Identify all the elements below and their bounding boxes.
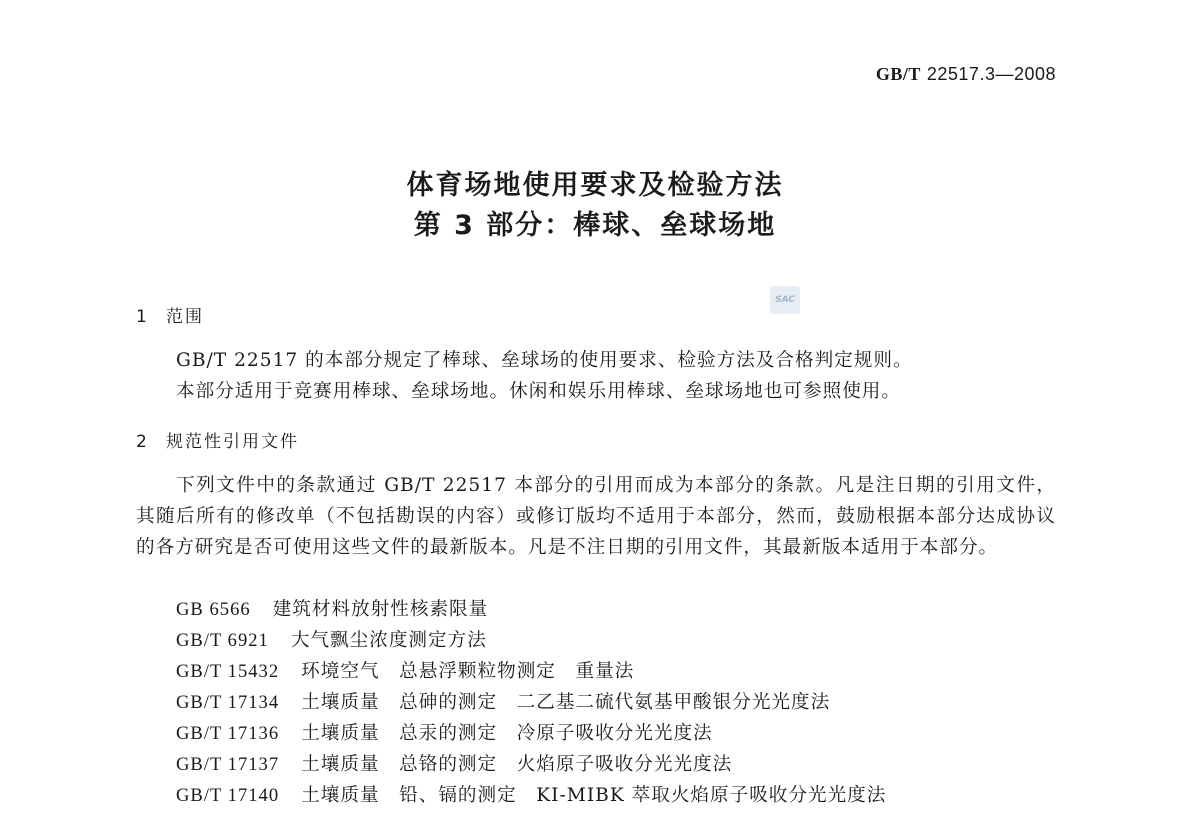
reference-code: GB/T 17140: [176, 785, 280, 806]
document-subtitle: 第 3 部分：棒球、垒球场地: [413, 210, 777, 241]
section-1-paragraph-1: GB/T 22517 的本部分规定了棒球、垒球场的使用要求、检验方法及合格判定规则。: [176, 350, 913, 371]
section-2-title: 规范性引用文件: [166, 432, 299, 452]
reference-code: GB/T 17137: [176, 754, 280, 775]
reference-item: [176, 749, 732, 780]
document-title: 体育场地使用要求及检验方法: [406, 170, 784, 201]
section-2-number: 2: [136, 432, 149, 452]
reference-title: 环境空气 总悬浮颗粒物测定 重量法: [301, 661, 635, 682]
reference-code: GB/T 15432: [176, 661, 280, 682]
reference-item: [176, 780, 886, 811]
reference-title: 大气飘尘浓度测定方法: [290, 630, 487, 651]
reference-code: GB 6566: [176, 599, 251, 620]
section-2-heading: [136, 427, 299, 452]
reference-item: [176, 594, 488, 625]
section-1-heading: [136, 302, 204, 327]
section-1-number: 1: [136, 307, 149, 327]
reference-code: GB/T 6921: [176, 630, 269, 651]
reference-code: GB/T 17136: [176, 723, 280, 744]
reference-title: 土壤质量 总汞的测定 冷原子吸收分光光度法: [301, 723, 713, 744]
sac-watermark-logo: [770, 286, 800, 314]
reference-title: 土壤质量 总铬的测定 火焰原子吸收分光光度法: [301, 754, 733, 775]
section-2-intro: 下列文件中的条款通过 GB/T 22517 本部分的引用而成为本部分的条款。凡是注日期的引用文件，其随后所有的修改单（不包括勘误的内容）或修订版均不适用于本部分，然而，鼓励根据本部分达成协议的各方研究是否可使用这些文件的最新版本。凡是不注日期的引用文件，其最新版本适用于本部分。: [136, 475, 1056, 558]
standard-prefix: GB/T: [875, 64, 921, 84]
reference-item: [176, 687, 830, 718]
reference-item: [176, 625, 487, 656]
reference-title: 建筑材料放射性核素限量: [272, 599, 489, 620]
section-1-title: 范围: [166, 307, 204, 327]
reference-code: GB/T 17134: [176, 692, 280, 713]
section-1-paragraph-2: 本部分适用于竞赛用棒球、垒球场地。休闲和娱乐用棒球、垒球场地也可参照使用。: [176, 381, 901, 402]
reference-item: [176, 718, 713, 749]
standard-number: [876, 64, 1056, 85]
reference-title: 土壤质量 总砷的测定 二乙基二硫代氨基甲酸银分光光度法: [301, 692, 831, 713]
sac-logo-text: SAC: [775, 295, 795, 305]
standard-code: 22517.3—2008: [926, 64, 1056, 84]
reference-item: [176, 656, 634, 687]
reference-title: 土壤质量 铅、镉的测定 KI-MIBK 萃取火焰原子吸收分光光度法: [301, 785, 887, 806]
